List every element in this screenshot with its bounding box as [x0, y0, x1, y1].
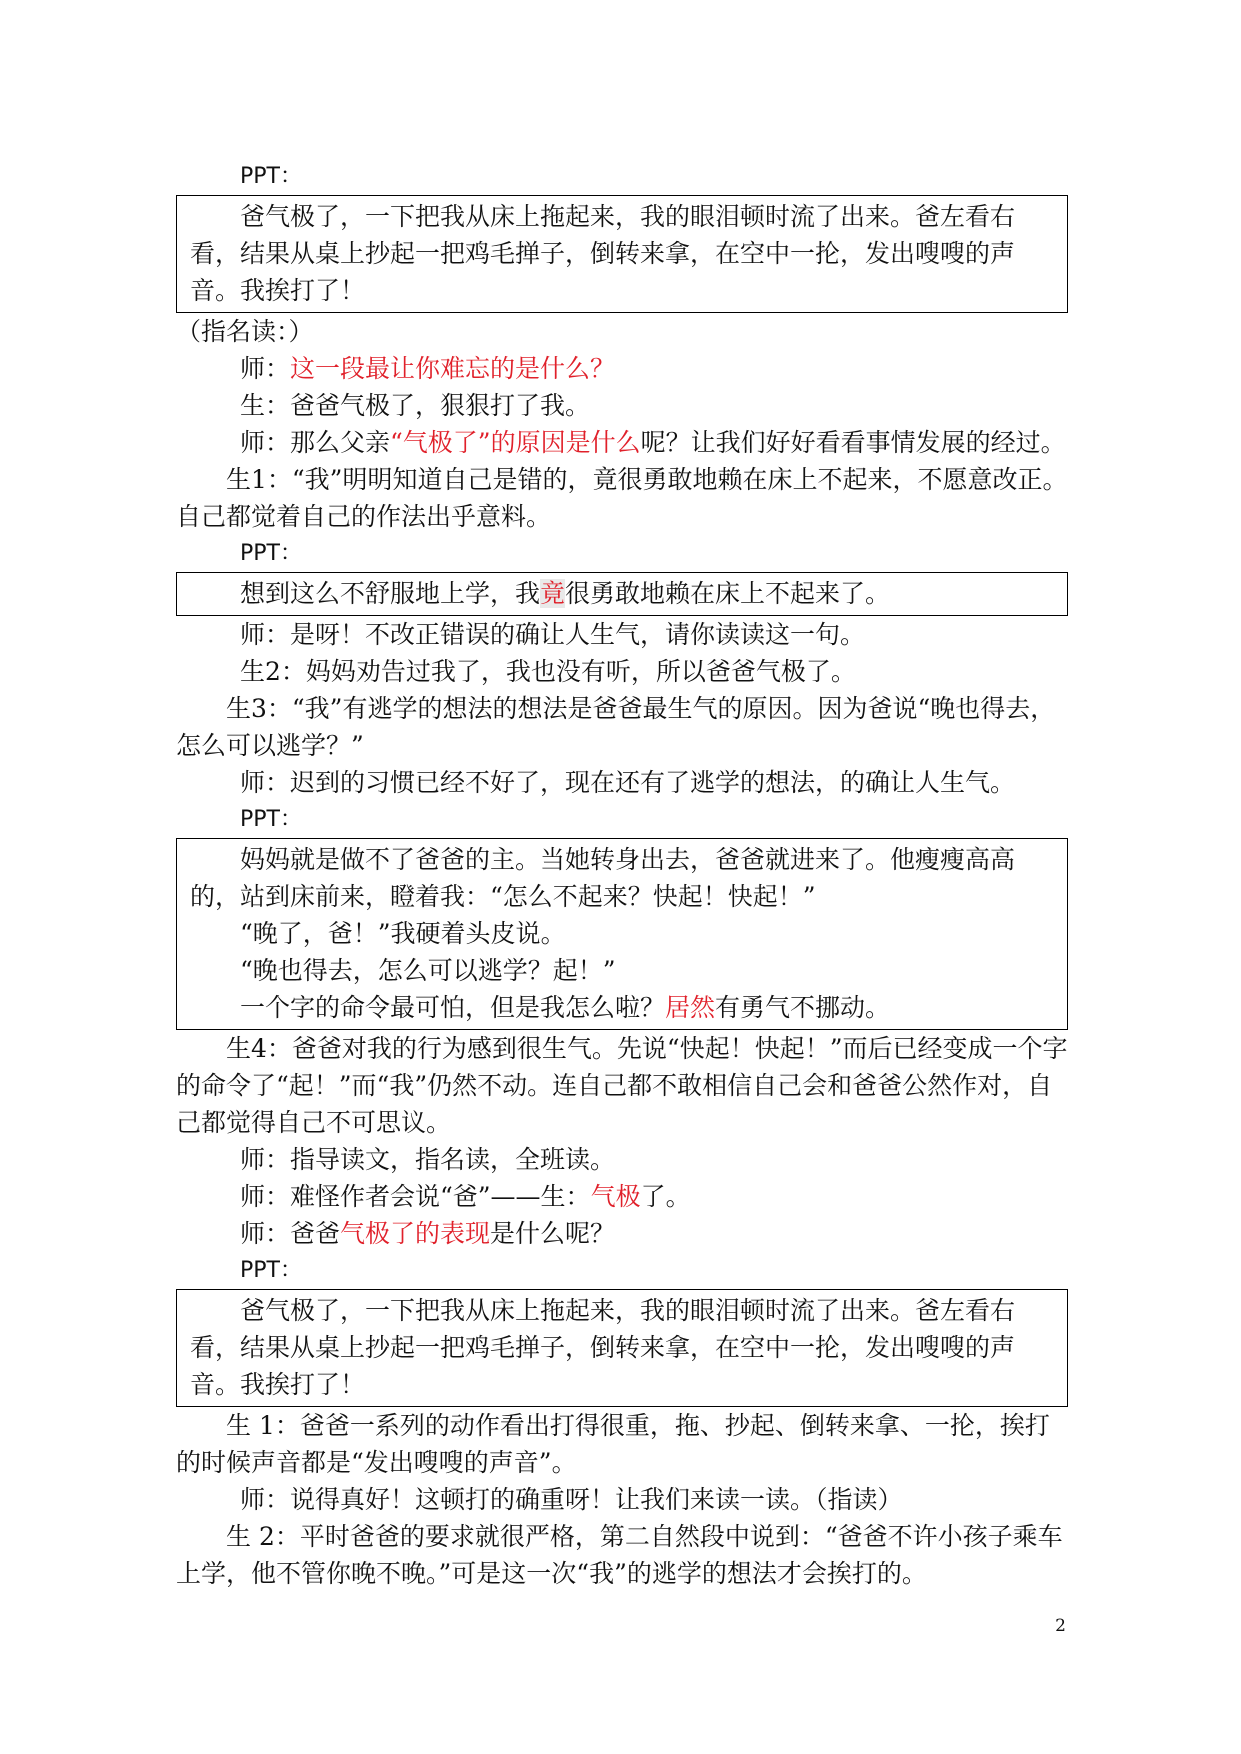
quote-line-2: “晚了，爸！”我硬着头皮说。: [240, 919, 566, 948]
student-response-5: 生 1：爸爸一系列的动作看出打得很重，拖、抄起、倒转来拿、一抡，挨打的时候声音都是“发出嗖嗖的声音”。: [176, 1411, 1050, 1477]
ppt-label: PPT：: [240, 807, 302, 832]
quote-line-1: 妈妈就是做不了爸爸的主。当她转身出去，爸爸就进来了。他瘦瘦高高的，站到床前来，瞪着我：“怎么不起来？快起！快起！”: [190, 845, 1016, 911]
teacher-comment-5: 师：指导读文，指名读，全班读。: [240, 1145, 616, 1174]
teacher-comment-6: 师：难怪作者会说“爸”——生：气极了。: [240, 1182, 691, 1211]
quote-line-4: 一个字的命令最可怕，但是我怎么啦？居然有勇气不挪动。: [240, 993, 891, 1022]
quote-box-1: [176, 195, 1068, 313]
student-response-3: 生3：“我”有逃学的想法的想法是爸爸最生气的原因。因为爸说“晚也得去，怎么可以逃学？”: [176, 694, 1056, 760]
student-answer-1: 生：爸爸气极了，狠狠打了我。: [240, 391, 591, 420]
page-number: 2: [1055, 1616, 1066, 1636]
teacher-comment-4: 师：迟到的习惯已经不好了，现在还有了逃学的想法，的确让人生气。: [240, 768, 1016, 797]
student-response-2: 生2：妈妈劝告过我了，我也没有听，所以爸爸气极了。: [240, 657, 856, 686]
ppt-label: PPT：: [240, 541, 302, 566]
ppt-label: PPT：: [240, 164, 302, 189]
teacher-comment-8: 师：说得真好！这顿打的确重呀！让我们来读一读。（指读）: [240, 1485, 903, 1514]
teacher-comment-3: 师：是呀！不改正错误的确让人生气，请你读读这一句。: [240, 620, 866, 649]
quote-text: 爸气极了，一下把我从床上拖起来，我的眼泪顿时流了出来。爸左看右看，结果从桌上抄起一把鸡毛掸子，倒转来拿，在空中一抡，发出嗖嗖的声音。我挨打了！: [190, 202, 1016, 305]
teacher-comment-7: 师：爸爸气极了的表现是什么呢？: [240, 1219, 616, 1248]
teacher-question-1: 师：这一段最让你难忘的是什么？: [240, 354, 616, 383]
ppt-label: PPT：: [240, 1258, 302, 1283]
student-response-4: 生4：爸爸对我的行为感到很生气。先说“快起！快起！”而后已经变成一个字的命令了“起！”而“我”仍然不动。连自己都不敢相信自己会和爸爸公然作对，自己都觉得自己不可思议。: [176, 1034, 1068, 1137]
student-response-1: 生1：“我”明明知道自己是错的，竟很勇敢地赖在床上不起来，不愿意改正。自己都觉着自己的作法出乎意料。: [176, 465, 1068, 531]
quote-text: 想到这么不舒服地上学，我竟很勇敢地赖在床上不起来了。: [240, 579, 891, 608]
quote-box-2: [176, 572, 1068, 616]
quote-box-3: [176, 838, 1068, 1030]
quote-line-3: “晚也得去，怎么可以逃学？起！”: [240, 956, 616, 985]
quote-box-4: [176, 1289, 1068, 1407]
student-response-6: 生 2：平时爸爸的要求就很严格，第二自然段中说到：“爸爸不许小孩子乘车上学，他不管你晚不晚。”可是这一次“我”的逃学的想法才会挨打的。: [176, 1522, 1063, 1588]
document-body: [176, 158, 1068, 1592]
teacher-question-2: 师：那么父亲“气极了”的原因是什么呢？让我们好好看看事情发展的经过。: [240, 428, 1066, 457]
quote-text: 爸气极了，一下把我从床上拖起来，我的眼泪顿时流了出来。爸左看右看，结果从桌上抄起一把鸡毛掸子，倒转来拿，在空中一抡，发出嗖嗖的声音。我挨打了！: [190, 1296, 1016, 1399]
paragraph-zhiming: （指名读：）: [176, 317, 314, 346]
